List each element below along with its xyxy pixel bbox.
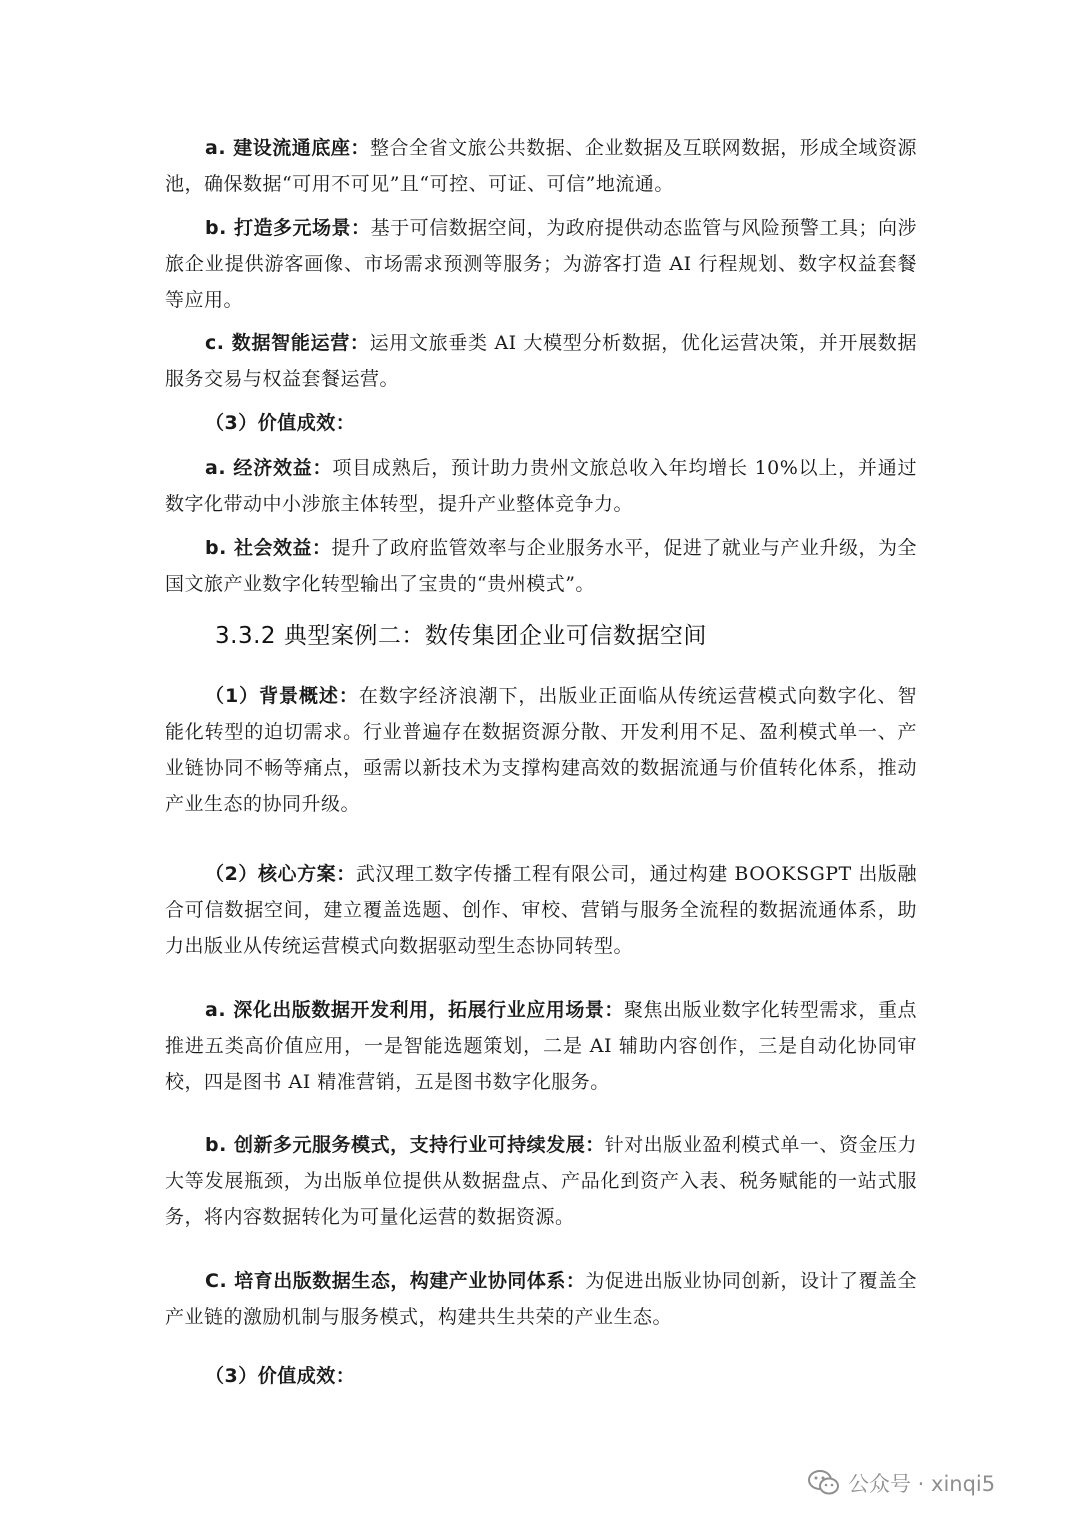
paragraph-deepen-data-use xyxy=(165,992,917,1100)
paragraph-text: 项目成熟后，预计助力贵州文旅总收入年均增长 10%以上，并通过数字化带动中小涉旅主体转型，提升产业整体竞争力。 xyxy=(165,457,917,515)
paragraph-data-intelligent-operation xyxy=(165,325,917,397)
paragraph-social-benefit xyxy=(165,530,917,602)
paragraph-text: 为促进出版业协同创新，设计了覆盖全产业链的激励机制与服务模式，构建共生共荣的产业生态。 xyxy=(165,1270,917,1328)
paragraph-lead: a. 建设流通底座： xyxy=(205,137,370,159)
paragraph-lead: b. 社会效益： xyxy=(205,537,332,559)
paragraph-text: 在数字经济浪潮下，出版业正面临从传统运营模式向数字化、智能化转型的迫切需求。行业普遍存在数据资源分散、开发利用不足、盈利模式单一、产业链协同不畅等痛点，亟需以新技术为支撑构建高效的数据流通与价值转化体系，推动产业生态的协同升级。 xyxy=(165,685,917,815)
paragraph-service-models xyxy=(165,1127,917,1235)
paragraph-build-circulation-base xyxy=(165,130,917,202)
wechat-icon xyxy=(808,1469,840,1497)
paragraph-text: 聚焦出版业数字化转型需求，重点推进五类高价值应用，一是智能选题策划，二是 AI 辅助内容创作，三是自动化协同审校，四是图书 AI 精准营销，五是图书数字化服务。 xyxy=(165,999,917,1093)
paragraph-economic-benefit xyxy=(165,450,917,522)
paragraph-background-overview xyxy=(165,678,917,822)
paragraph-diverse-scenarios xyxy=(165,210,917,318)
paragraph-lead: （2）核心方案： xyxy=(205,863,356,885)
paragraph-text: 武汉理工数字传播工程有限公司，通过构建 BOOKSGPT 出版融合可信数据空间，建立覆盖选题、创作、审校、营销与服务全流程的数据流通体系，助力出版业从传统运营模式向数据驱动型生态协同转型。 xyxy=(165,863,917,957)
paragraph-data-ecosystem xyxy=(165,1263,917,1335)
paragraph-text: 针对出版业盈利模式单一、资金压力大等发展瓶颈，为出版单位提供从数据盘点、产品化到资产入表、税务赋能的一站式服务，将内容数据转化为可量化运营的数据资源。 xyxy=(165,1134,917,1228)
subheading-value-results-2: （3）价值成效： xyxy=(205,1365,356,1387)
paragraph-text: 整合全省文旅公共数据、企业数据及互联网数据，形成全域资源池，确保数据“可用不可见”且“可控、可证、可信”地流通。 xyxy=(165,137,917,195)
paragraph-lead: b. 打造多元场景： xyxy=(205,217,371,239)
paragraph-lead: b. 创新多元服务模式，支持行业可持续发展： xyxy=(205,1134,605,1156)
subheading-value-results: （3）价值成效： xyxy=(205,412,356,434)
section-heading: 3.3.2 典型案例二：数传集团企业可信数据空间 xyxy=(215,623,707,649)
document-page xyxy=(165,0,917,1526)
paragraph-text: 提升了政府监管效率与企业服务水平，促进了就业与产业升级，为全国文旅产业数字化转型输出了宝贵的“贵州模式”。 xyxy=(165,537,917,595)
paragraph-lead: a. 经济效益： xyxy=(205,457,333,479)
paragraph-lead: C. 培育出版数据生态，构建产业协同体系： xyxy=(205,1270,586,1292)
paragraph-lead: （1）背景概述： xyxy=(205,685,359,707)
paragraph-text: 基于可信数据空间，为政府提供动态监管与风险预警工具；向涉旅企业提供游客画像、市场需求预测等服务；为游客打造 AI 行程规划、数字权益套餐等应用。 xyxy=(165,217,917,311)
watermark-text: 公众号 · xinqi5 xyxy=(848,1472,996,1496)
wechat-watermark xyxy=(808,1466,995,1500)
paragraph-lead: c. 数据智能运营： xyxy=(205,332,370,354)
paragraph-text: 运用文旅垂类 AI 大模型分析数据，优化运营决策，并开展数据服务交易与权益套餐运营。 xyxy=(165,332,917,390)
paragraph-lead: a. 深化出版数据开发利用，拓展行业应用场景： xyxy=(205,999,624,1021)
paragraph-core-solution xyxy=(165,856,917,964)
